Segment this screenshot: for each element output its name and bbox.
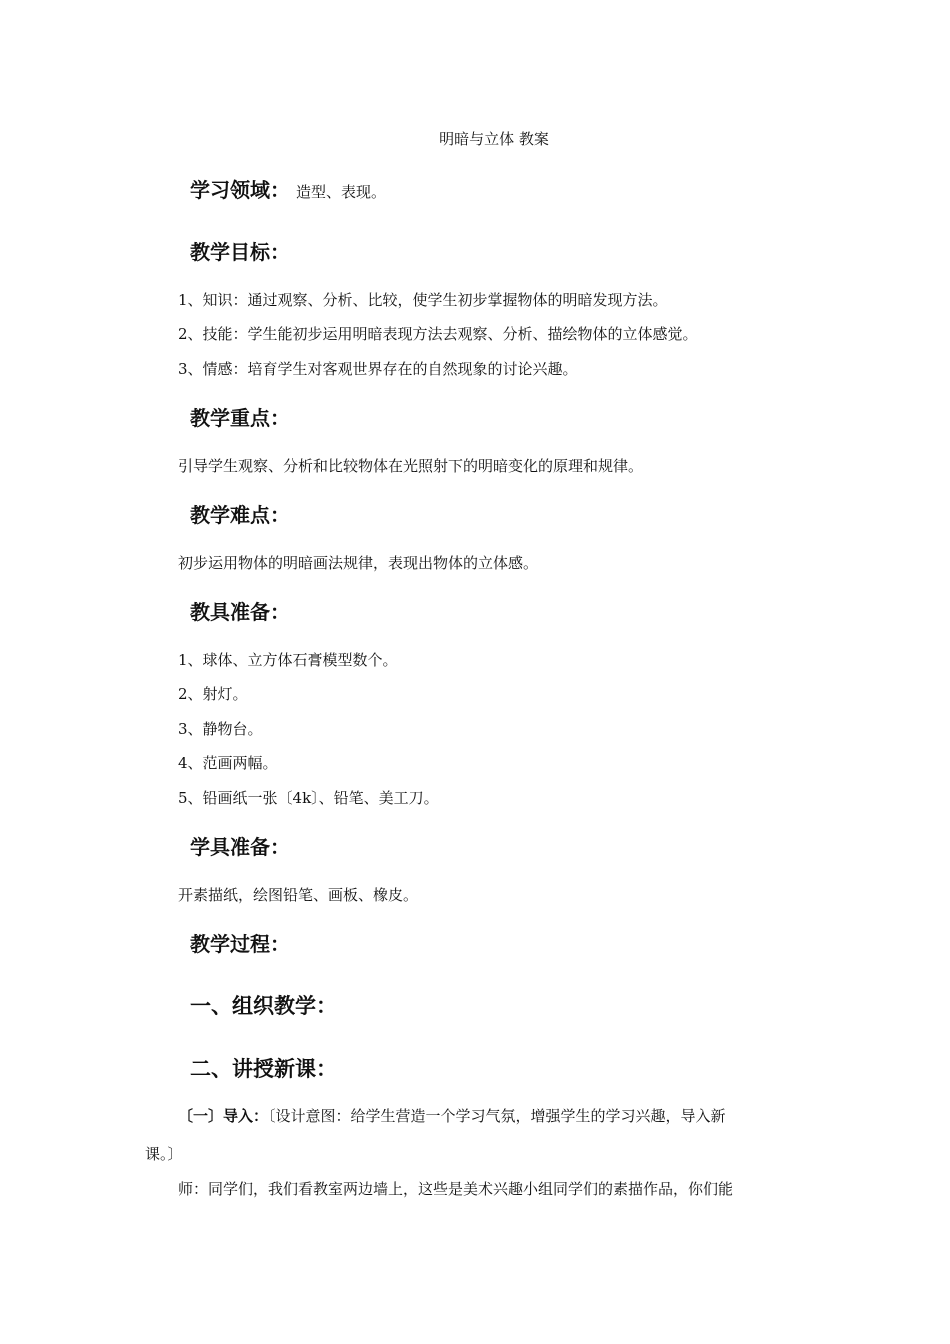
- learning-domain-colon: ：: [270, 178, 290, 202]
- objectives-heading: 教学目标：: [190, 240, 290, 264]
- teacher-prep-heading: 教具准备：: [190, 600, 290, 624]
- student-prep-text: 开素描纸，绘图铅笔、画板、橡皮。: [178, 886, 419, 904]
- intro-text: 〔设计意图：给学生营造一个学习气氛，增强学生的学习兴趣，导入新: [268, 1107, 726, 1125]
- teacher-prep-item: 2、射灯。: [178, 685, 248, 703]
- teacher-prep-item: 3、静物台。: [178, 720, 263, 738]
- intro-continuation: 课。〕: [145, 1145, 183, 1163]
- teacher-prep-item: 1、球体、立方体石膏模型数个。: [178, 651, 398, 669]
- objective-item: 1、知识：通过观察、分析、比较，使学生初步掌握物体的明暗发现方法。: [178, 291, 668, 309]
- intro-label: 〔一〕导入：: [178, 1107, 269, 1125]
- student-prep-heading: 学具准备：: [190, 835, 290, 859]
- teacher-prep-item: 4、范画两幅。: [178, 754, 278, 772]
- keypoint-text: 引导学生观察、分析和比较物体在光照射下的明暗变化的原理和规律。: [178, 457, 644, 475]
- objective-item: 2、技能：学生能初步运用明暗表现方法去观察、分析、描绘物体的立体感觉。: [178, 325, 698, 343]
- process-section: 一、组织教学：: [190, 994, 337, 1018]
- difficulty-heading: 教学难点：: [190, 503, 290, 527]
- objective-item: 3、情感：培育学生对客观世界存在的自然现象的讨论兴趣。: [178, 360, 578, 378]
- difficulty-text: 初步运用物体的明暗画法规律，表现出物体的立体感。: [178, 554, 539, 572]
- document-title: 明暗与立体 教案: [439, 130, 549, 148]
- teacher-prep-item: 5、铅画纸一张〔4k〕、铅笔、美工刀。: [178, 789, 439, 807]
- keypoint-heading: 教学重点：: [190, 406, 290, 430]
- process-heading: 教学过程：: [190, 932, 290, 956]
- intro-line: [178, 1105, 726, 1126]
- learning-domain-value: 造型、表现。: [296, 183, 387, 201]
- learning-domain-label: 学习领域: [190, 178, 270, 202]
- teacher-dialogue: 师：同学们，我们看教室两边墙上，这些是美术兴趣小组同学们的素描作品，你们能: [178, 1180, 734, 1198]
- learning-domain-line: [190, 174, 386, 203]
- process-section: 二、讲授新课：: [190, 1057, 337, 1081]
